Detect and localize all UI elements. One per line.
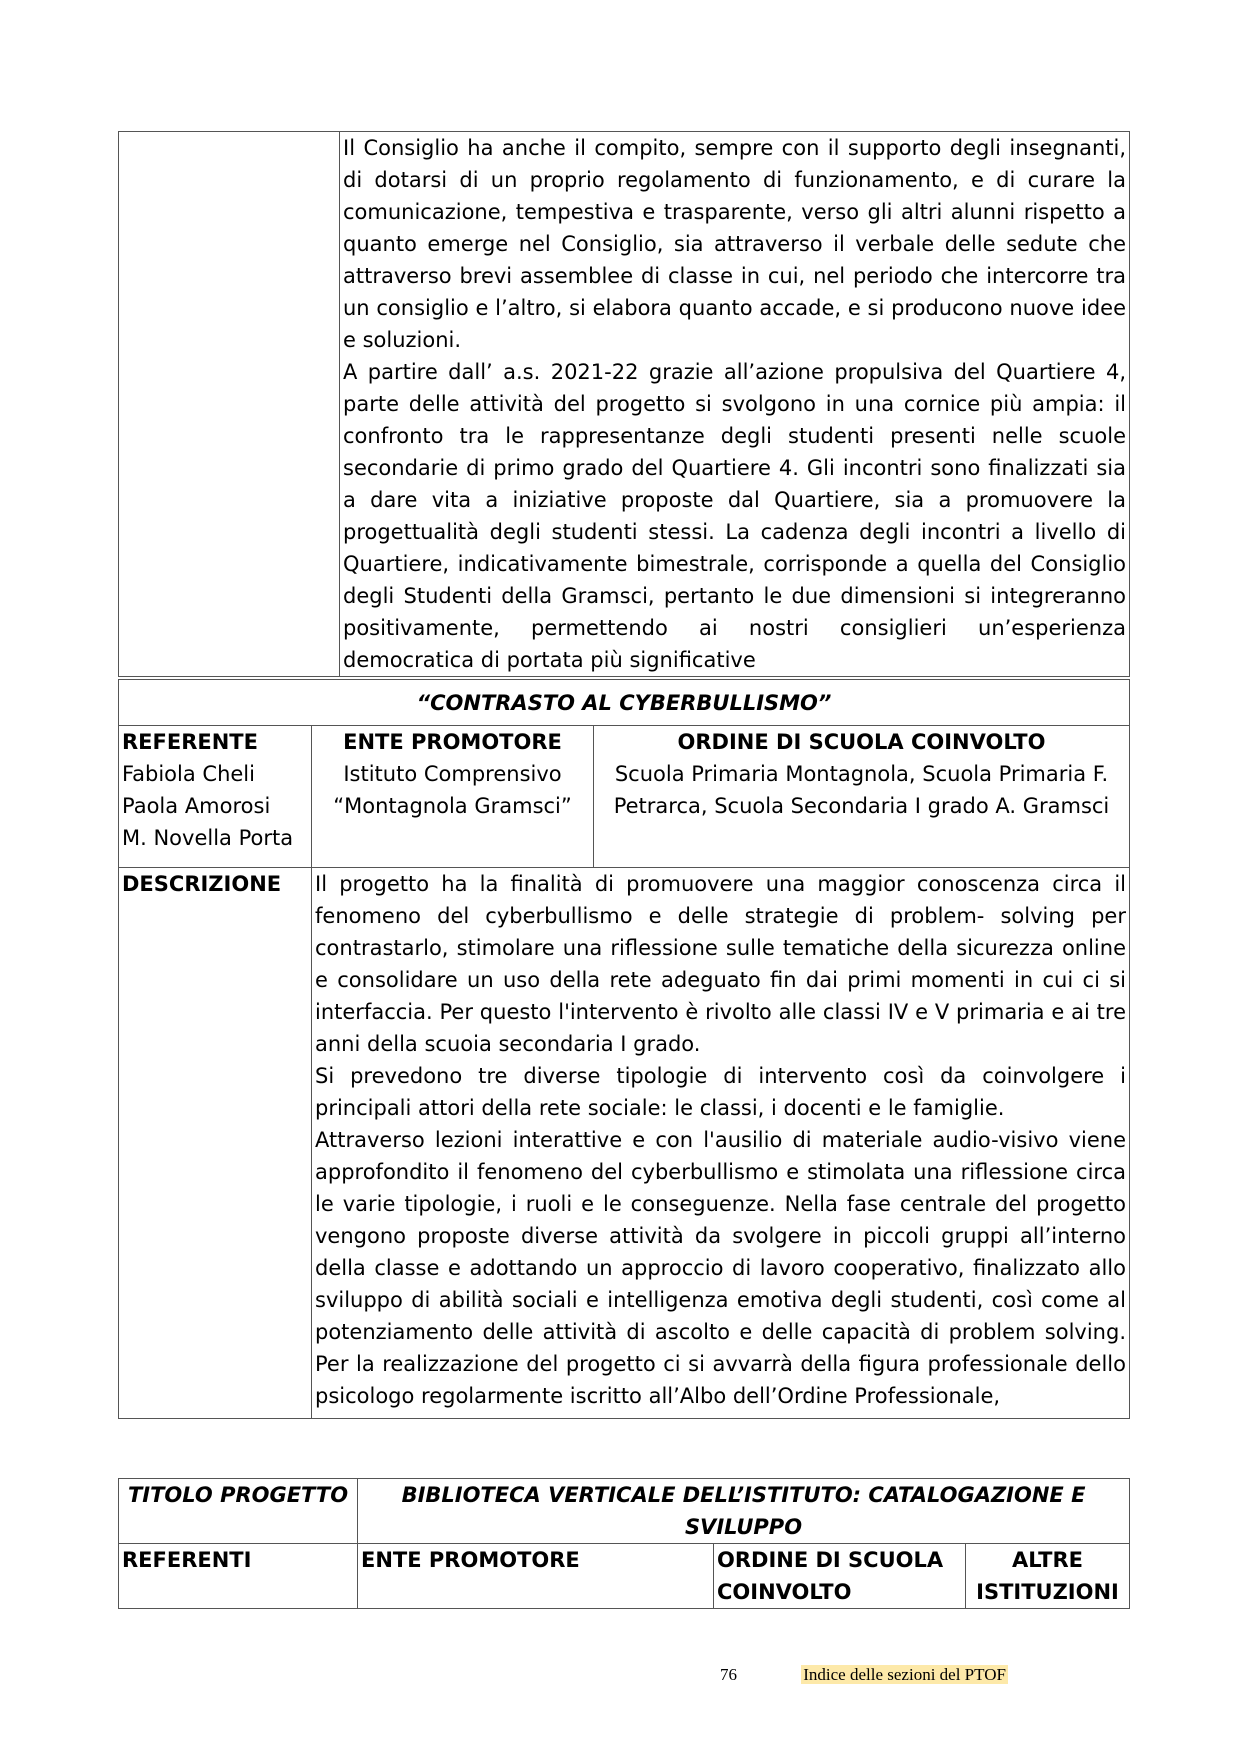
ente-line: Istituto Comprensivo bbox=[343, 762, 562, 786]
referente-name: M. Novella Porta bbox=[122, 826, 294, 850]
ordine-header: ORDINE DI SCUOLA COINVOLTO bbox=[714, 1544, 966, 1609]
project-title: BIBLIOTECA VERTICALE DELL’ISTITUTO: CATALOGAZIONE E SVILUPPO bbox=[358, 1479, 1130, 1544]
index-link[interactable]: Indice delle sezioni del PTOF bbox=[803, 1665, 1006, 1684]
referente-cell bbox=[119, 726, 312, 868]
ente-header: ENTE PROMOTORE bbox=[358, 1544, 714, 1609]
paragraph: A partire dall’ a.s. 2021-22 grazie all’azione propulsiva del Quartiere 4, parte delle attività del progetto si svolgono in una cornice più ampia: il confronto tra le rappresentanze degli studenti presenti nelle scuole secondarie di primo grado del Quartiere 4. Gli incontri sono finalizzati sia a dare vita a iniziative proposte dal Quartiere, sia a promuovere la progettualità degli studenti stessi. La cadenza degli incontri a livello di Quartiere, indicativamente bimestrale, corrisponde a quella del Consiglio degli Studenti della Gramsci, pertanto le due dimensioni si integreranno positivamente, permettendo ai nostri consiglieri un’esperienza democratica di portata più significative bbox=[343, 360, 1126, 672]
titolo-header: TITOLO PROGETTO bbox=[119, 1479, 358, 1544]
paragraph: Attraverso lezioni interattive e con l'ausilio di materiale audio-visivo viene approfondito il fenomeno del cyberbullismo e stimolata una riflessione circa le varie tipologie, i ruoli e le conseguenze. Nella fase centrale del progetto vengono proposte diverse attività da svolgere in piccoli gruppi all’interno della classe e adottando un approccio di lavoro cooperativo, finalizzato allo sviluppo di abilità sociali e intelligenza emotiva degli studenti, così come al potenziamento delle attività di ascolto e delle capacità di problem solving. Per la realizzazione del progetto ci si avvarrà della figura professionale dello psicologo regolarmente iscritto all’Albo dell’Ordine Professionale, bbox=[315, 1128, 1126, 1408]
descrizione-cell bbox=[312, 868, 1130, 1419]
table-cyberbullismo bbox=[118, 679, 1130, 1419]
descrizione-header: DESCRIZIONE bbox=[119, 868, 312, 1419]
paragraph: Si prevedono tre diverse tipologie di intervento così da coinvolgere i principali attori della rete sociale: le classi, i docenti e le famiglie. bbox=[315, 1064, 1126, 1120]
ordine-cell bbox=[594, 726, 1130, 868]
ordine-line: Petrarca, Scuola Secondaria I grado A. Gramsci bbox=[613, 794, 1110, 818]
referente-name: Fabiola Cheli bbox=[122, 762, 255, 786]
referenti-header: REFERENTI bbox=[119, 1544, 358, 1609]
referente-name: Paola Amorosi bbox=[122, 794, 271, 818]
ente-header: ENTE PROMOTORE bbox=[343, 730, 562, 754]
page-footer bbox=[720, 1665, 1008, 1685]
altre-istituzioni-header: ALTRE ISTITUZIONI bbox=[966, 1544, 1130, 1609]
paragraph: Il progetto ha la finalità di promuovere una maggior conoscenza circa il fenomeno del cyberbullismo e delle strategie di problem- solving per contrastarlo, stimolare una riflessione sulle tematiche della sicurezza online e consolidare un uso della rete adeguato fin dai primi momenti in cui ci si interfaccia. Per questo l'intervento è rivolto alle classi IV e V primaria e ai tre anni della scuoia secondaria I grado. bbox=[315, 872, 1126, 1056]
table-biblioteca bbox=[118, 1478, 1130, 1609]
table-continuation bbox=[118, 131, 1130, 677]
continuation-text-cell bbox=[340, 132, 1130, 677]
page-number: 76 bbox=[720, 1665, 737, 1684]
referente-header: REFERENTE bbox=[122, 730, 258, 754]
empty-label-cell bbox=[119, 132, 340, 677]
ente-line: “Montagnola Gramsci” bbox=[333, 794, 572, 818]
project-title: “CONTRASTO AL CYBERBULLISMO” bbox=[119, 680, 1130, 726]
ordine-header: ORDINE DI SCUOLA COINVOLTO bbox=[677, 730, 1046, 754]
ordine-line: Scuola Primaria Montagnola, Scuola Primaria F. bbox=[614, 762, 1109, 786]
paragraph: Il Consiglio ha anche il compito, sempre con il supporto degli insegnanti, di dotarsi di un proprio regolamento di funzionamento, e di curare la comunicazione, tempestiva e trasparente, verso gli altri alunni rispetto a quanto emerge nel Consiglio, sia attraverso il verbale delle sedute che attraverso brevi assemblee di classe in cui, nel periodo che intercorre tra un consiglio e l’altro, si elabora quanto accade, e si producono nuove idee e soluzioni. bbox=[343, 136, 1126, 352]
ente-cell bbox=[312, 726, 594, 868]
